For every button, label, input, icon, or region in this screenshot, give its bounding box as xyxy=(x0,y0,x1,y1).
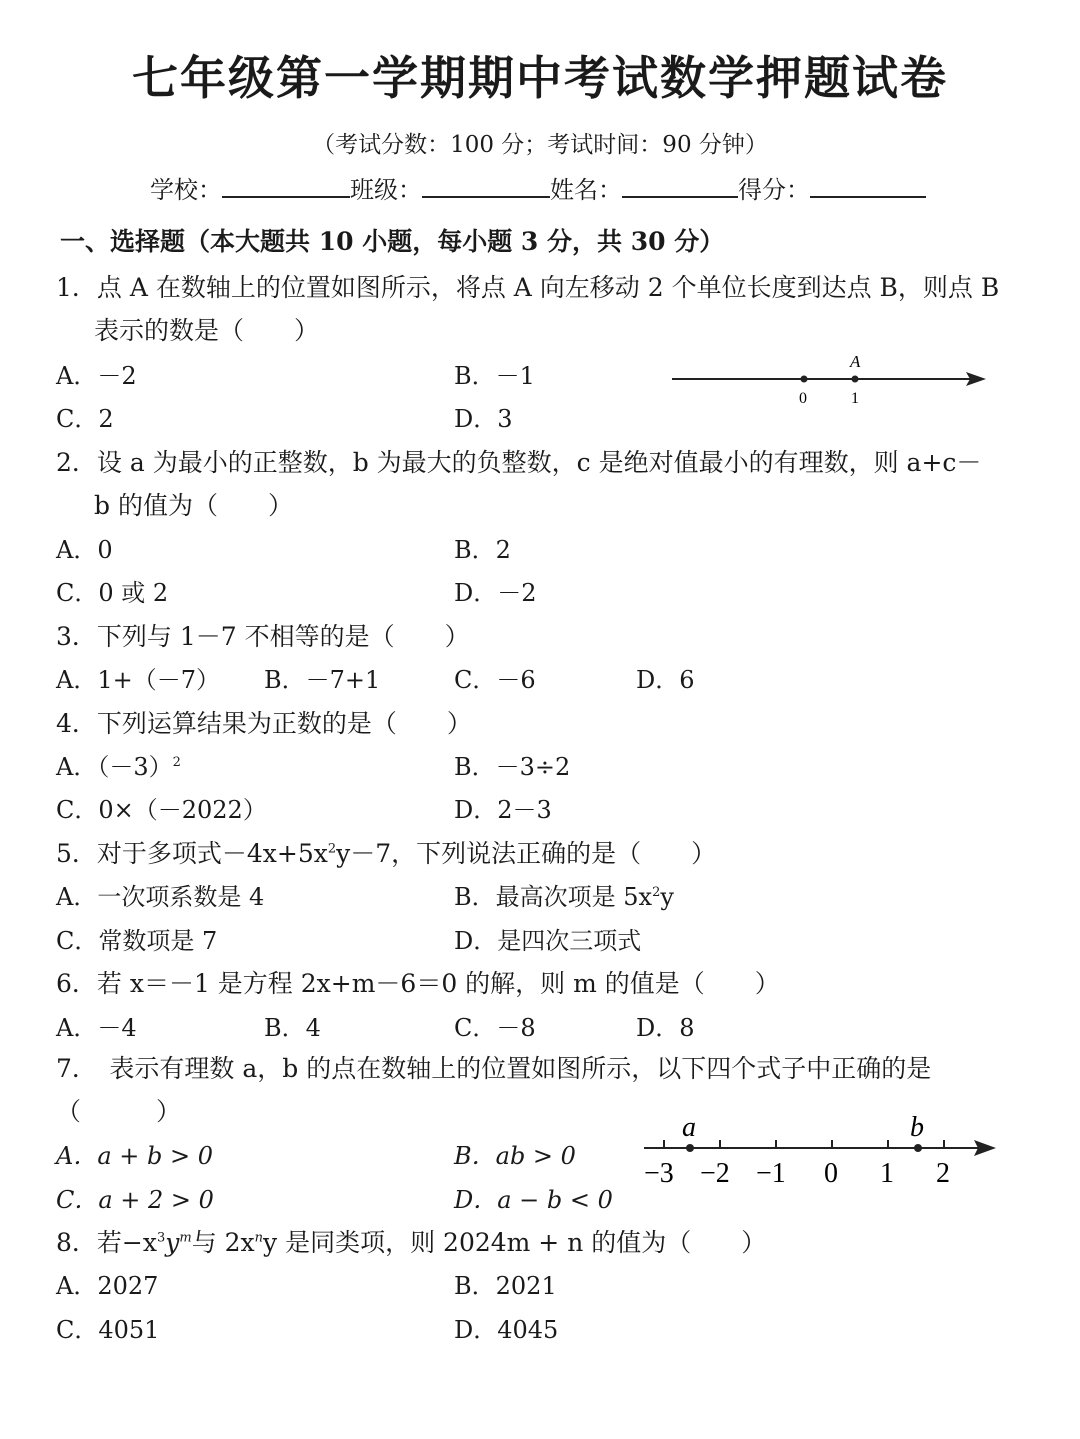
q3-option-d: D．6 xyxy=(636,666,695,694)
q8-exp-1: 3 xyxy=(156,1230,166,1246)
class-blank xyxy=(422,174,550,198)
q6-stem: 6．若 x＝－1 是方程 2x+m－6＝0 的解，则 m 的值是（ ） xyxy=(56,969,780,998)
q8-stem xyxy=(56,1223,766,1259)
q8-stem-post: y 是同类项，则 2024m + n 的值为（ ） xyxy=(263,1228,767,1257)
class-label: 班级： xyxy=(350,176,422,204)
q5-option-b xyxy=(454,877,674,912)
q5-option-a: A．一次项系数是 4 xyxy=(56,883,265,911)
q5-option-b-post: y xyxy=(660,883,674,911)
q4-option-a-exp: 2 xyxy=(172,755,181,770)
q1-option-a: A．－2 xyxy=(56,362,137,390)
q7-stem-line1: 7． 表示有理数 a，b 的点在数轴上的位置如图所示，以下四个式子中正确的是 xyxy=(56,1054,932,1083)
q4-option-d: D．2－3 xyxy=(454,796,552,824)
q7-tick-label: −2 xyxy=(700,1158,730,1189)
q8-stem-pre: 8．若−x xyxy=(56,1228,157,1257)
name-label: 姓名： xyxy=(550,176,622,204)
q3-option-a: A．1+（－7） xyxy=(56,666,220,694)
q7-tick-label: 1 xyxy=(880,1158,894,1189)
q5-option-d: D．是四次三项式 xyxy=(454,927,642,955)
q8-option-c: C．4051 xyxy=(56,1316,160,1344)
q6-option-a: A．－4 xyxy=(56,1014,137,1042)
q3-option-c: C．－6 xyxy=(454,666,536,694)
section-heading: 一、选择题（本大题共 10 小题，每小题 3 分，共 30 分） xyxy=(60,227,725,256)
q1-option-b: B．－1 xyxy=(454,362,535,390)
q8-option-b: B．2021 xyxy=(454,1272,557,1300)
q1-number-line xyxy=(660,345,1000,415)
q1-option-d: D．3 xyxy=(454,405,513,433)
q7-point-a xyxy=(686,1144,694,1152)
q3-option-b: B．－7+1 xyxy=(264,666,381,694)
q2-option-d: D．－2 xyxy=(454,579,537,607)
q1-point-a xyxy=(852,376,859,383)
q6-option-c: C．－8 xyxy=(454,1014,536,1042)
q8-option-a: A．2027 xyxy=(56,1272,159,1300)
name-blank xyxy=(622,174,738,198)
q2-stem-line1: 2．设 a 为最小的正整数，b 为最大的负整数，c 是绝对值最小的有理数，则 a+c－ xyxy=(56,448,982,477)
q7-stem-line2: （ ） xyxy=(56,1097,182,1126)
q5-stem-pre: 5．对于多项式－4x+5x xyxy=(56,839,328,868)
q8-stem-mid: 与 2x xyxy=(191,1228,255,1257)
q2-stem-line2: b 的值为（ ） xyxy=(94,491,293,520)
q5-stem-exp: 2 xyxy=(327,841,337,857)
q8-option-d: D．4045 xyxy=(454,1316,559,1344)
q1-option-c: C．2 xyxy=(56,405,114,433)
q8-stem-y: y xyxy=(165,1228,180,1257)
q8-exp-2: m xyxy=(179,1230,192,1246)
q4-option-b: B．－3÷2 xyxy=(454,753,571,781)
q7-tick-label: 0 xyxy=(824,1158,838,1189)
score-blank xyxy=(810,174,926,198)
q1-label-a: A xyxy=(850,352,861,371)
q7-tick-label: 2 xyxy=(936,1158,950,1189)
q7-number-line xyxy=(636,1108,1006,1190)
q4-stem: 4．下列运算结果为正数的是（ ） xyxy=(56,709,472,738)
exam-subtitle: （考试分数：100 分；考试时间：90 分钟） xyxy=(312,132,768,158)
school-label: 学校： xyxy=(150,176,222,204)
q7-tick-label: −3 xyxy=(644,1158,674,1189)
score-label: 得分： xyxy=(738,176,810,204)
school-blank xyxy=(222,174,350,198)
q5-option-b-pre: B．最高次项是 5x xyxy=(454,883,653,911)
q1-tick-0: 0 xyxy=(799,390,807,407)
q1-stem-line1: 1．点 A 在数轴上的位置如图所示，将点 A 向左移动 2 个单位长度到达点 B，则点 B xyxy=(56,273,1000,302)
q5-option-b-exp: 2 xyxy=(652,885,661,900)
q7-point-b xyxy=(914,1144,922,1152)
q7-label-a: a xyxy=(682,1112,696,1143)
q5-option-c: C．常数项是 7 xyxy=(56,927,218,955)
q2-option-a: A．0 xyxy=(56,536,113,564)
q7-option-c: C．a + 2 > 0 xyxy=(56,1186,214,1214)
q7-option-a: A．a + b > 0 xyxy=(56,1142,214,1170)
exam-title: 七年级第一学期期中考试数学押题试卷 xyxy=(132,51,948,105)
q6-option-b: B．4 xyxy=(264,1014,321,1042)
q3-stem: 3．下列与 1－7 不相等的是（ ） xyxy=(56,622,470,651)
q7-tick-label: −1 xyxy=(756,1158,786,1189)
q8-exp-3: n xyxy=(254,1230,264,1246)
q4-option-c: C．0×（－2022） xyxy=(56,796,267,824)
q7-option-d: D．a − b < 0 xyxy=(454,1186,613,1214)
q1-stem-line2: 表示的数是（ ） xyxy=(94,316,320,345)
q1-tick-1: 1 xyxy=(851,390,859,407)
q6-option-d: D．8 xyxy=(636,1014,695,1042)
student-info-fields xyxy=(150,170,926,205)
q1-point-0 xyxy=(801,376,808,383)
q2-option-b: B．2 xyxy=(454,536,511,564)
q2-option-c: C．0 或 2 xyxy=(56,579,169,607)
q4-option-a xyxy=(56,747,181,782)
q7-option-b: B．ab > 0 xyxy=(454,1142,576,1170)
q4-option-a-base: A．（－3） xyxy=(56,753,173,781)
q7-label-b: b xyxy=(910,1112,924,1143)
q5-stem-post: y－7，下列说法正确的是（ ） xyxy=(336,839,717,868)
q5-stem xyxy=(56,834,716,870)
